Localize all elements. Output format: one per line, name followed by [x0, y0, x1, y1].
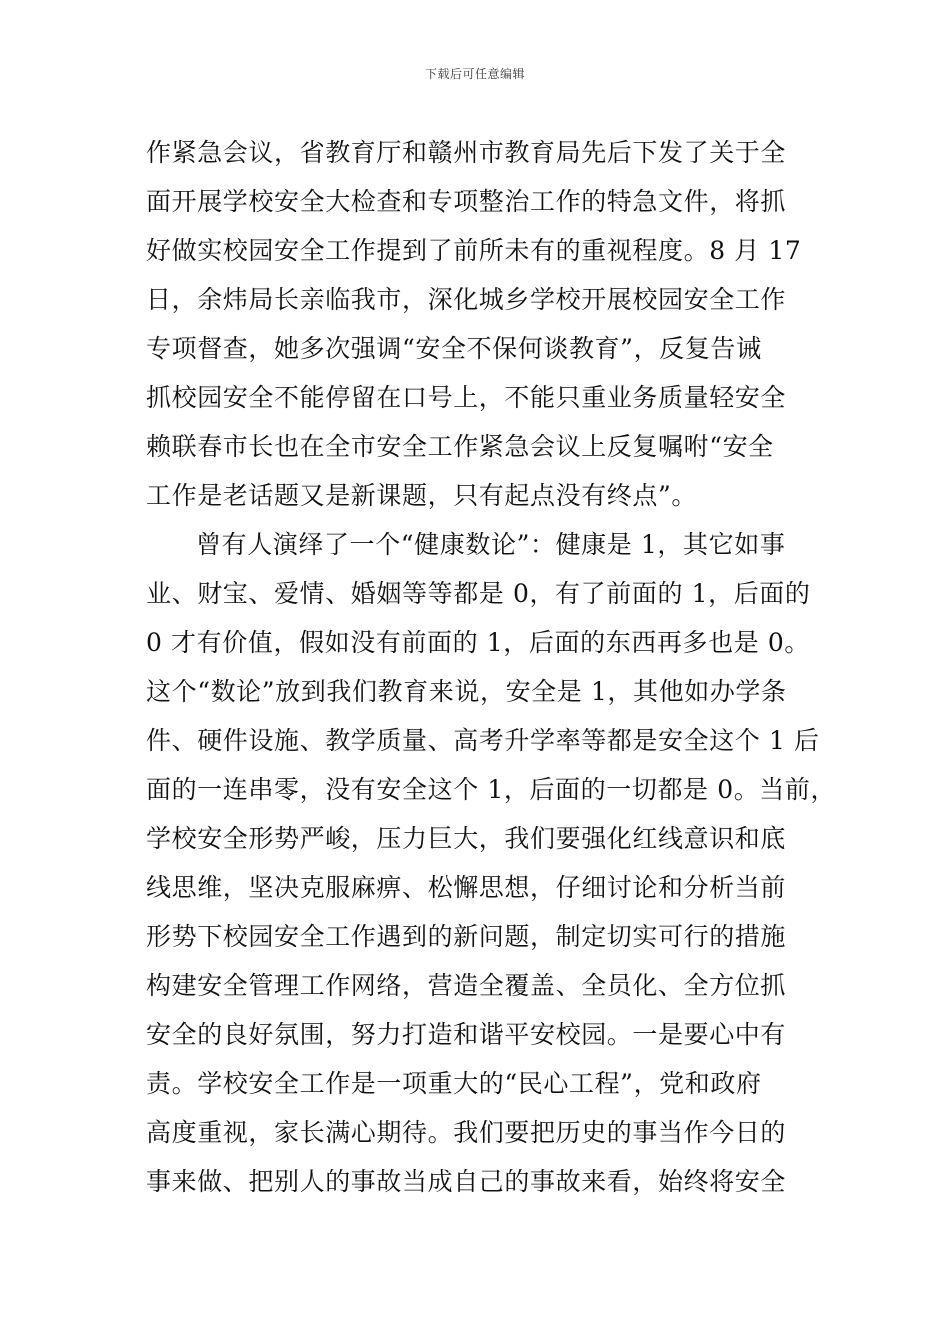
text-line: 线思维，坚决克服麻痹、松懈思想，仔细讨论和分析当前 — [146, 873, 787, 902]
text-line: 责。学校安全工作是一项重大的“民心工程”，党和政府 — [146, 1069, 762, 1098]
text-line: 高度重视，家长满心期待。我们要把历史的事当作今日的 — [146, 1118, 787, 1147]
text-line: 赖联春市长也在全市安全工作紧急会议上反复嘱咐“安全 — [146, 432, 774, 461]
text-line: 0 才有价值，假如没有前面的 1，后面的东西再多也是 0。 — [146, 628, 810, 657]
text-line: 专项督查，她多次强调“安全不保何谈教育”，反复告诫 — [146, 334, 762, 363]
text-line: 构建安全管理工作网络，营造全覆盖、全员化、全方位抓 — [146, 971, 787, 1000]
text-line: 这个“数论”放到我们教育来说，安全是 1，其他如办学条 — [146, 677, 787, 706]
text-line: 形势下校园安全工作遇到的新问题，制定切实可行的措施 — [146, 922, 787, 951]
text-line: 日，余炜局长亲临我市，深化城乡学校开展校园安全工作 — [146, 285, 787, 314]
document-body — [146, 128, 837, 1206]
text-line: 安全的良好氛围，努力打造和谐平安校园。一是要心中有 — [146, 1020, 787, 1049]
text-line: 面开展学校安全大检查和专项整治工作的特急文件，将抓 — [146, 187, 787, 216]
text-line: 件、硬件设施、教学质量、高考升学率等都是安全这个 1 后 — [146, 726, 820, 755]
text-line: 面的一连串零，没有安全这个 1，后面的一切都是 0。当前， — [146, 775, 837, 804]
paragraph-2 — [146, 520, 837, 1206]
text-line: 工作是老话题又是新课题，只有起点没有终点”。 — [146, 481, 697, 510]
text-line: 好做实校园安全工作提到了前所未有的重视程度。8 月 17 — [146, 236, 802, 265]
text-line: 事来做、把别人的事故当成自己的事故来看，始终将安全 — [146, 1167, 787, 1196]
text-line: 抓校园安全不能停留在口号上，不能只重业务质量轻安全 — [146, 383, 787, 412]
text-line: 业、财宝、爱情、婚姻等等都是 0，有了前面的 1，后面的 — [146, 579, 811, 608]
text-line-indented: 曾有人演绎了一个“健康数论”：健康是 1，其它如事 — [196, 530, 786, 559]
text-line: 作紧急会议，省教育厅和赣州市教育局先后下发了关于全 — [146, 138, 787, 167]
paragraph-1 — [146, 128, 826, 520]
text-line: 学校安全形势严峻，压力巨大，我们要强化红线意识和底 — [146, 824, 787, 853]
page-header: 下载后可任意编辑 — [424, 67, 525, 81]
